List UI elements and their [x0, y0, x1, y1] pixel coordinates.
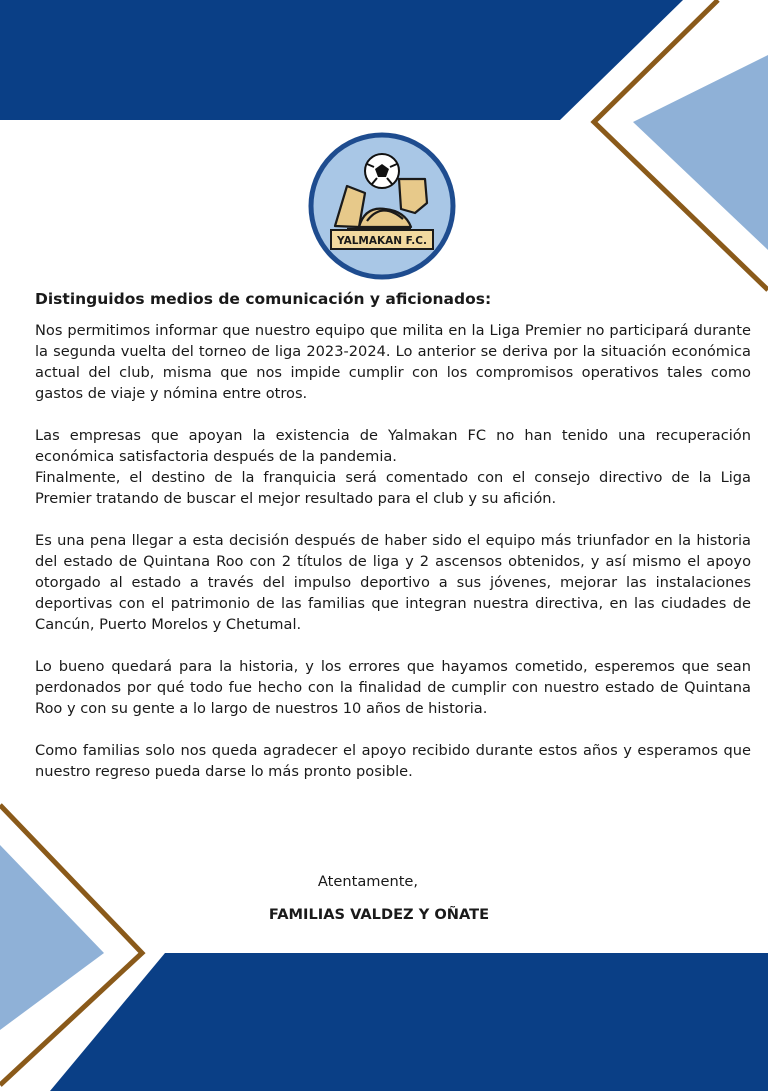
- logo-text: YALMAKAN F.C.: [336, 235, 428, 247]
- paragraph-3: Finalmente, el destino de la franquicia será comentado con el consejo directivo de la Liga Premier tratando de buscar el mejor resultado para el club y su afición.: [35, 469, 751, 507]
- paragraph-4: Es una pena llegar a esta decisión después de haber sido el equipo más triunfador en la historia del estado de Quintana Roo con 2 títulos de liga y 2 ascensos obtenidos, y así mismo el apoyo otorgado al estado a través del impulso deportivo a sus jóvenes, mejorar las instalaciones deportivas con el patrimonio de las familias que integran nuestra directiva, en las ciudades de Cancún, Puerto Morelos y Chetumal.: [35, 532, 751, 633]
- paragraph-6: Como familias solo nos queda agradecer el apoyo recibido durante estos años y esperamos que nuestro regreso pueda darse lo más pronto posible.: [35, 742, 751, 780]
- paragraph-1: Nos permitimos informar que nuestro equipo que milita en la Liga Premier no participará durante la segunda vuelta del torneo de liga 2023-2024. Lo anterior se deriva por la situación económica actual del club, misma que nos impide cumplir con los compromisos operativos tales como gastos de viaje y nómina entre otros.: [35, 322, 751, 402]
- top-right-light-blue: [633, 55, 768, 250]
- soccer-ball-icon: [365, 154, 399, 188]
- top-navy-band: [0, 0, 683, 120]
- club-logo: [307, 131, 457, 281]
- bottom-navy-band: [50, 953, 768, 1091]
- letter-body: [35, 288, 751, 803]
- letter-heading: Distinguidos medios de comunicación y aficionados:: [35, 290, 492, 308]
- signature: FAMILIAS VALDEZ Y OÑATE: [268, 906, 490, 923]
- paragraph-5: Lo bueno quedará para la historia, y los errores que hayamos cometido, esperemos que sean perdonados por qué todo fue hecho con la finalidad de cumplir con nuestro estado de Quintana Roo y con su gente a lo largo de nuestros 10 años de historia.: [35, 658, 751, 717]
- paragraph-2: Las empresas que apoyan la existencia de Yalmakan FC no han tenido una recuperación económica satisfactoria después de la pandemia.: [35, 427, 751, 465]
- salutation: Atentamente,: [317, 873, 419, 890]
